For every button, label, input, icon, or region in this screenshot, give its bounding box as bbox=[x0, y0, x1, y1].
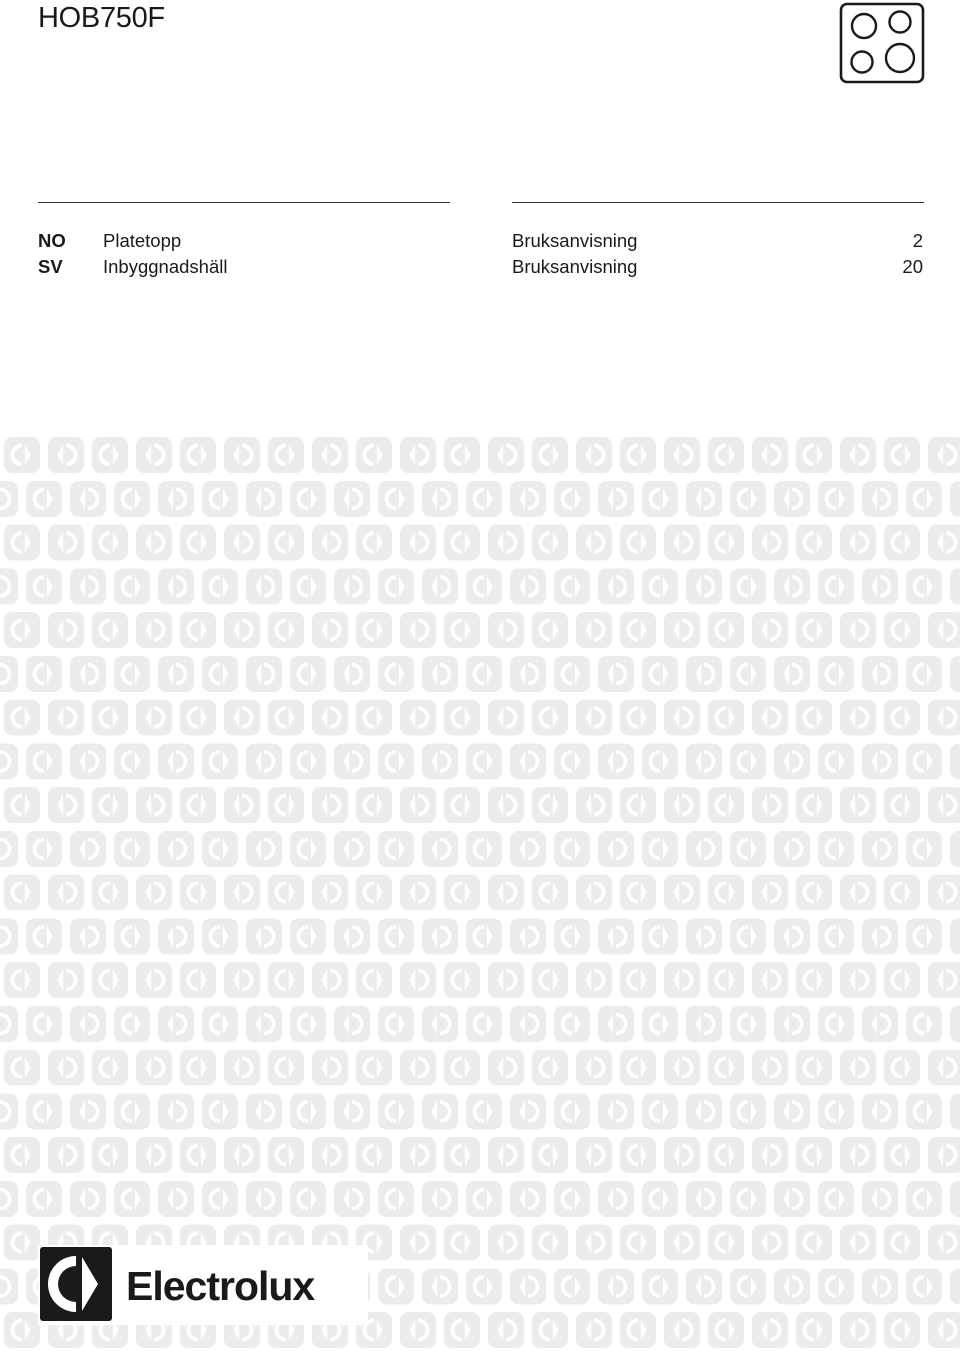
page-number: 20 bbox=[902, 256, 923, 277]
divider-right bbox=[512, 202, 924, 203]
electrolux-logo bbox=[38, 1245, 368, 1325]
product-name: Inbyggnadshäll bbox=[103, 256, 228, 277]
language-row-sv bbox=[0, 256, 960, 282]
language-row-no bbox=[0, 230, 960, 256]
electrolux-symbol-icon bbox=[40, 1247, 112, 1321]
electrolux-pattern-background bbox=[0, 433, 960, 1353]
document-type: Bruksanvisning bbox=[512, 230, 638, 251]
document-type: Bruksanvisning bbox=[512, 256, 638, 277]
four-zone-hob-icon bbox=[839, 2, 925, 84]
language-code: SV bbox=[38, 256, 63, 277]
divider-left bbox=[38, 202, 450, 203]
product-name: Platetopp bbox=[103, 230, 182, 251]
model-title: HOB750F bbox=[38, 2, 165, 34]
brand-wordmark: Electrolux bbox=[126, 1263, 315, 1309]
language-code: NO bbox=[38, 230, 66, 251]
page-number: 2 bbox=[912, 230, 923, 251]
